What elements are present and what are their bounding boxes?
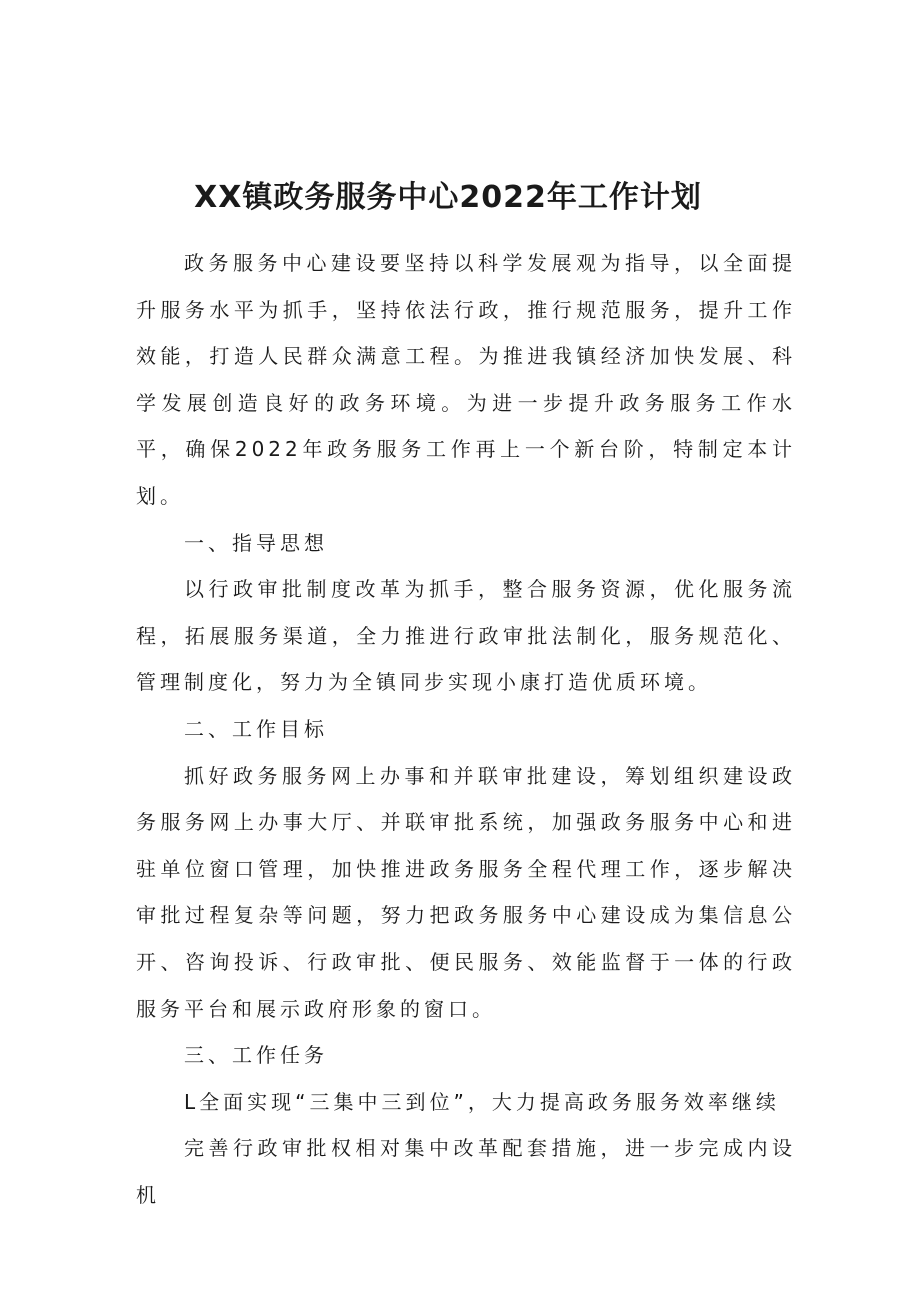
section-heading-work-tasks: 三、工作任务 (184, 1043, 328, 1068)
section-heading-guiding-ideology: 一、指导思想 (184, 530, 328, 555)
task-item-1-paragraph: 完善行政审批权相对集中改革配套措施，进一步完成内设机 (136, 1136, 796, 1207)
task-item-1-heading: L全面实现“三集中三到位”，大力提高政务服务效率继续 (184, 1089, 780, 1114)
intro-paragraph: 政务服务中心建设要坚持以科学发展观为指导，以全面提升服务水平为抓手，坚持依法行政，推行规范服务，提升工作效能，打造人民群众满意工程。为推进我镇经济加快发展、科学发展创造良好的政务环境。为进一步提升政务服务工作水平，确保2022年政务服务工作再上一个新台阶，特制定本计划。 (136, 251, 796, 508)
document-body (136, 240, 796, 1218)
document-title: XX镇政务服务中心2022年工作计划 (194, 180, 702, 215)
work-goals-paragraph: 抓好政务服务网上办事和并联审批建设，筹划组织建设政务服务网上办事大厅、并联审批系统，加强政务服务中心和进驻单位窗口管理，加快推进政务服务全程代理工作，逐步解决审批过程复杂等问题，努力把政务服务中心建设成为集信息公开、咨询投诉、行政审批、便民服务、效能监督于一体的行政服务平台和展示政府形象的窗口。 (136, 763, 796, 1021)
guiding-ideology-paragraph: 以行政审批制度改革为抓手，整合服务资源，优化服务流程，拓展服务渠道，全力推进行政审批法制化，服务规范化、管理制度化，努力为全镇同步实现小康打造优质环境。 (136, 577, 796, 695)
section-heading-work-goals: 二、工作目标 (184, 716, 328, 741)
